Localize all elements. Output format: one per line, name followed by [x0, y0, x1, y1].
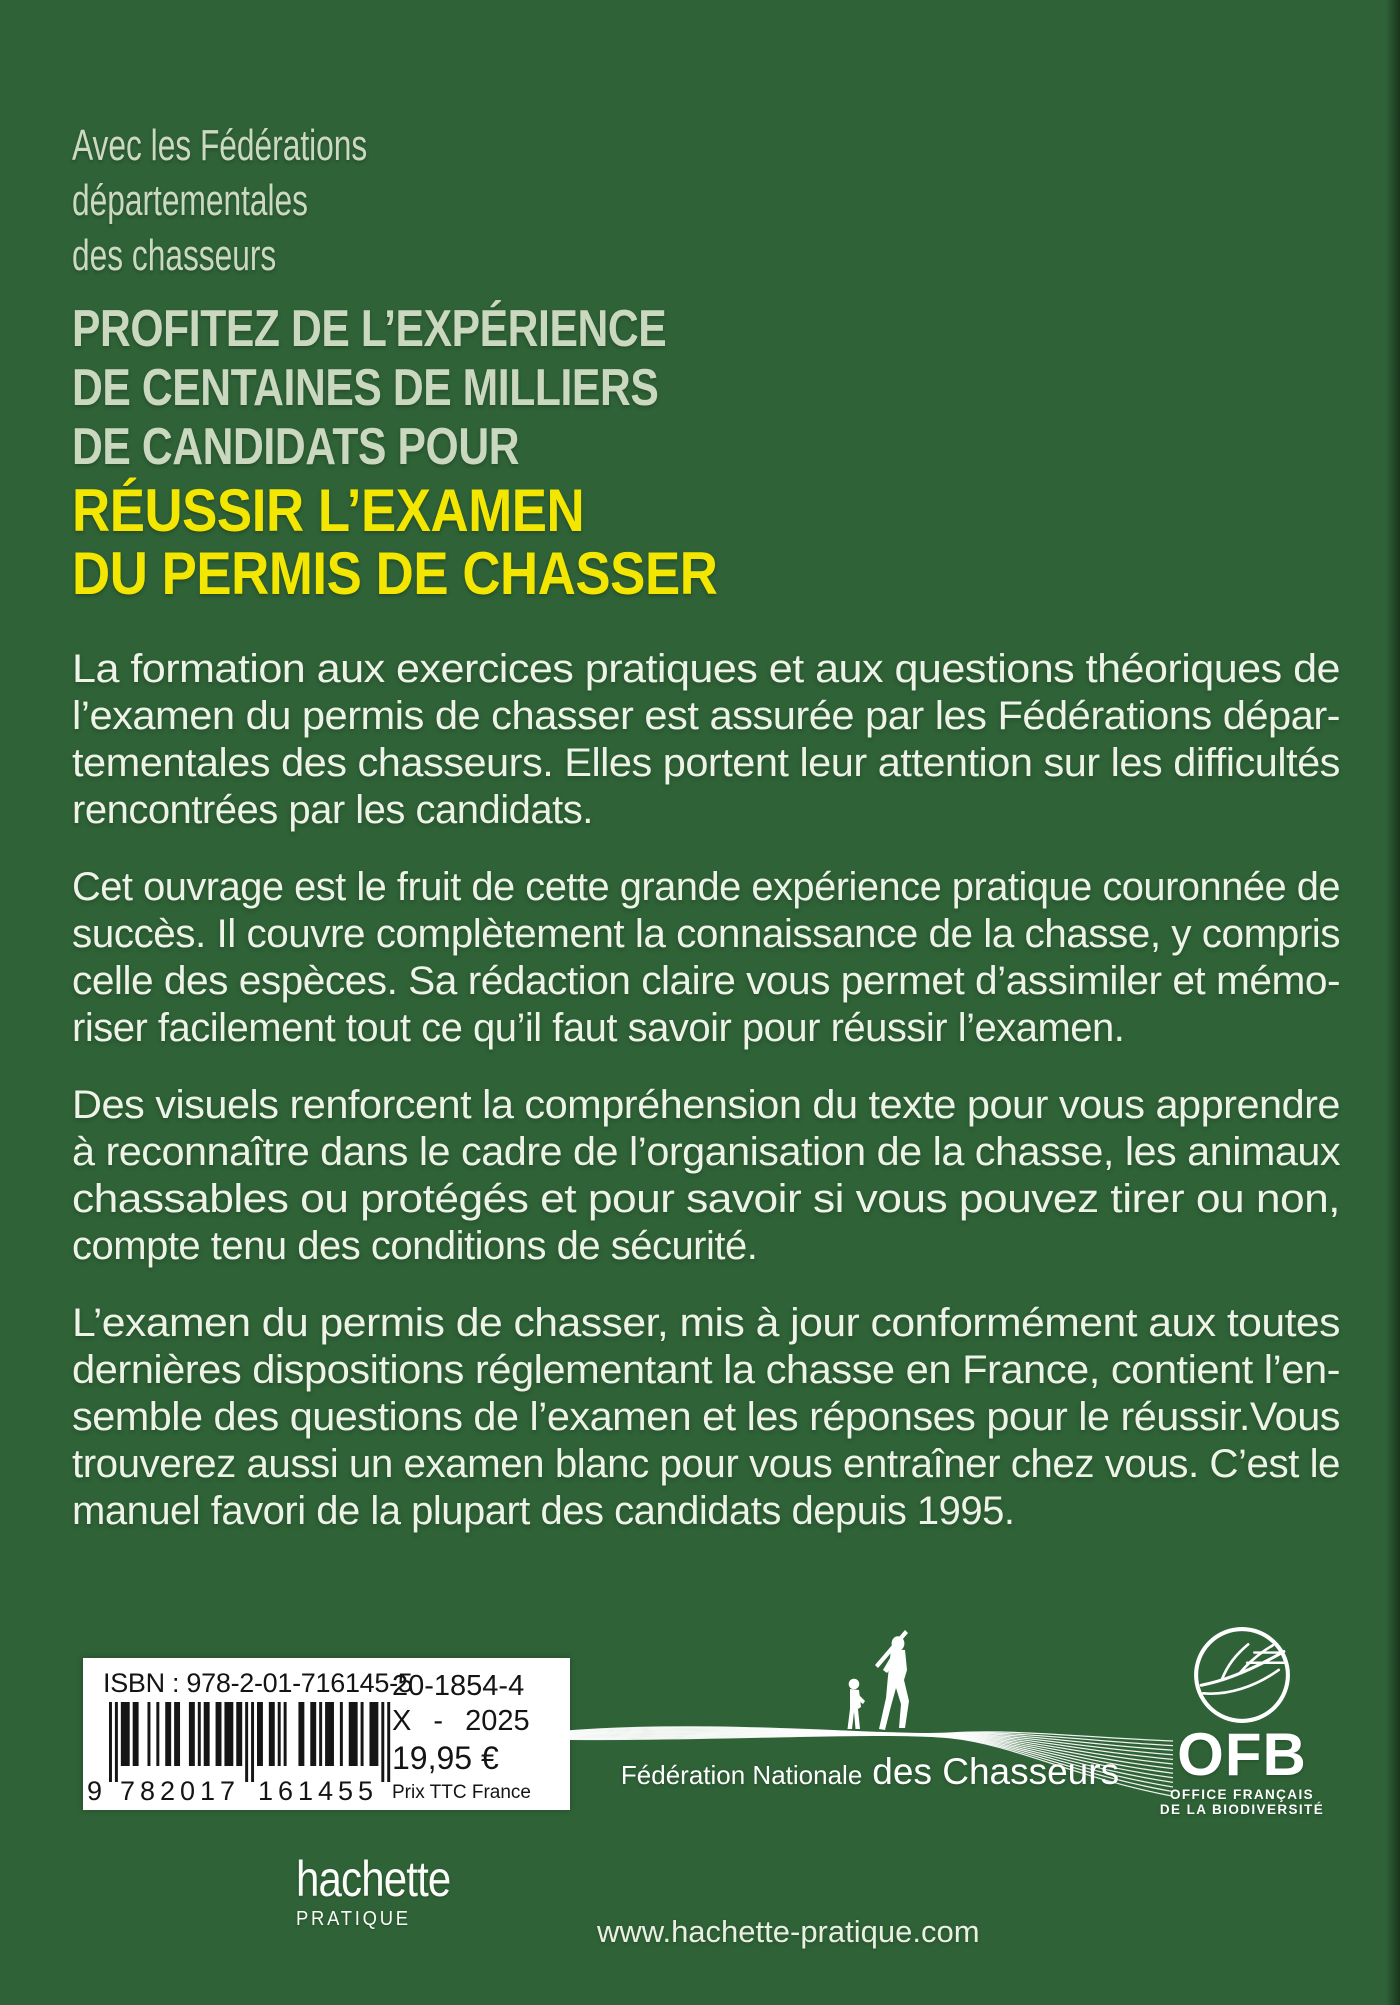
- book-title-line: DU PERMIS DE CHASSER: [72, 540, 718, 607]
- fnc-name-emphasis: des Chasseurs: [872, 1751, 1120, 1792]
- paragraph-line: rencontrées par les candidats.: [72, 788, 593, 832]
- price-note: Prix TTC France: [392, 1782, 532, 1803]
- paragraph: [72, 646, 1340, 834]
- ofb-leaf-circle-icon: [1191, 1624, 1293, 1726]
- ofb-subtitle-line: OFFICE FRANÇAIS: [1170, 1787, 1314, 1802]
- barcode-digit: 9: [87, 1776, 103, 1806]
- fnc-name-regular: Fédération Nationale: [620, 1760, 863, 1790]
- ofb-logo: [1152, 1624, 1332, 1817]
- paragraph-line: semble des questions de l’examen et les réponses pour le réussir.Vous: [72, 1395, 1340, 1439]
- fnc-logo-text: [555, 1751, 1185, 1793]
- paragraph: [72, 864, 1340, 1052]
- book-edge-shadow: [1386, 0, 1400, 2005]
- paragraph-line: manuel favori de la plupart des candidats depuis 1995.: [72, 1489, 1015, 1533]
- paragraph-line: Des visuels renforcent la compréhension du texte pour vous apprendre: [72, 1083, 1340, 1127]
- back-cover-copy: [72, 646, 1340, 1565]
- isbn-number: ISBN : 978-2-01-716145-5: [103, 1668, 413, 1698]
- ofb-subtitle-line: DE LA BIODIVERSITÉ: [1159, 1802, 1325, 1817]
- fnc-logo: [555, 1595, 1185, 1800]
- ean13-barcode: [85, 1702, 395, 1806]
- child-silhouette-icon: [848, 1679, 866, 1729]
- paragraph-line: à reconnaître dans le cadre de l’organisation de la chasse, les animaux: [72, 1130, 1341, 1174]
- publisher-note-line: Avec les Fédérations: [72, 121, 368, 170]
- hunter-silhouette-icon: [875, 1630, 909, 1730]
- paragraph-line: l’examen du permis de chasser est assurée par les Fédérations dépar-: [72, 694, 1341, 738]
- kicker-line: PROFITEZ DE L’EXPÉRIENCE: [72, 300, 667, 358]
- kicker-line: DE CANDIDATS POUR: [72, 418, 520, 476]
- paragraph-line: riser facilement tout ce qu’il faut savoir pour réussir l’examen.: [72, 1006, 1125, 1050]
- isbn-price-box: [83, 1658, 570, 1810]
- paragraph-line: La formation aux exercices pratiques et aux questions théoriques de: [72, 647, 1340, 691]
- paragraph-line: tementales des chasseurs. Elles portent leur attention sur les difficultés: [72, 741, 1340, 785]
- book-title: [72, 479, 805, 605]
- paragraph-line: L’examen du permis de chasser, mis à jour conformément aux toutes: [72, 1301, 1340, 1345]
- publisher-website-url: www.hachette-pratique.com: [597, 1914, 980, 1949]
- edition-code: X - 2025: [392, 1705, 530, 1737]
- paragraph-line: trouverez aussi un examen blanc pour vous entraîner chez vous. C’est le: [72, 1442, 1340, 1486]
- paragraph-line: dernières dispositions réglementant la chasse en France, contient l’en-: [72, 1348, 1340, 1392]
- reference-number: 20-1854-4: [392, 1670, 525, 1702]
- paragraph: [72, 1300, 1340, 1535]
- publisher-note-line: des chasseurs: [72, 231, 277, 280]
- barcode-digits-right-group: 161455: [257, 1776, 379, 1806]
- paragraph-line: Cet ouvrage est le fruit de cette grande expérience pratique couronnée de: [72, 865, 1341, 909]
- ofb-acronym: OFB: [1177, 1721, 1307, 1788]
- paragraph: [72, 1082, 1340, 1270]
- barcode-digits-left-group: 782017: [119, 1776, 241, 1806]
- paragraph-line: chassables ou protégés et pour savoir si vous pouvez tirer ou non,: [72, 1177, 1340, 1221]
- paragraph-line: succès. Il couvre complètement la connaissance de la chasse, y compris: [72, 912, 1341, 956]
- paragraph-line: compte tenu des conditions de sécurité.: [72, 1224, 758, 1268]
- kicker: [72, 300, 797, 477]
- publisher-note: [72, 118, 482, 283]
- book-title-line: RÉUSSIR L’EXAMEN: [72, 477, 585, 544]
- kicker-line: DE CENTAINES DE MILLIERS: [72, 359, 659, 417]
- hachette-pratique-logo: [296, 1852, 480, 1931]
- price: 19,95 €: [392, 1740, 499, 1776]
- hachette-imprint: PRATIQUE: [296, 1908, 411, 1930]
- publisher-note-line: départementales: [72, 176, 308, 225]
- hachette-wordmark: hachette: [296, 1851, 451, 1907]
- paragraph-line: celle des espèces. Sa rédaction claire vous permet d’assimiler et mémo-: [72, 959, 1340, 1003]
